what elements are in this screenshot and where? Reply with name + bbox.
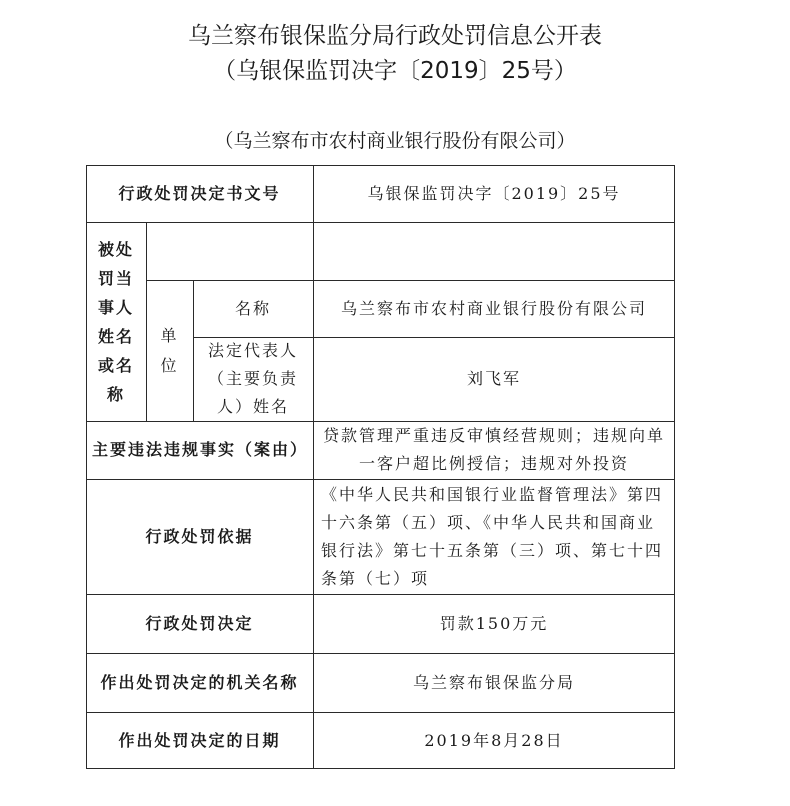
page-title: 乌兰察布银保监分局行政处罚信息公开表 <box>188 23 602 49</box>
party-label: 被处罚当事人姓名或名称 <box>97 239 134 404</box>
document-number: （乌银保监罚决字〔2019〕25号） <box>213 58 577 84</box>
date-value: 2019年8月28日 <box>424 730 564 750</box>
date-label: 作出处罚决定的日期 <box>118 730 281 750</box>
name-label: 名称 <box>234 298 271 318</box>
decision-doc-value: 乌银保监罚决字〔2019〕25号 <box>367 183 621 203</box>
decision-label: 行政处罚决定 <box>145 613 254 633</box>
entity-caption: （乌兰察布市农村商业银行股份有限公司） <box>214 130 576 152</box>
authority-value: 乌兰察布银保监分局 <box>412 672 575 692</box>
basis-label: 行政处罚依据 <box>145 526 254 546</box>
authority-label: 作出处罚决定的机关名称 <box>100 672 299 692</box>
decision-doc-label: 行政处罚决定书文号 <box>118 183 281 203</box>
violation-value: 贷款管理严重违反审慎经营规则；违规向单一客户超比例授信；违规对外投资 <box>323 426 666 473</box>
unit-label: 单位 <box>160 325 179 375</box>
violation-label: 主要违法违规事实（案由） <box>92 440 309 459</box>
representative-value: 刘飞军 <box>466 369 521 388</box>
decision-value: 罚款150万元 <box>439 613 549 633</box>
penalty-table <box>86 165 675 769</box>
name-value: 乌兰察布市农村商业银行股份有限公司 <box>340 298 647 318</box>
representative-label: 法定代表人（主要负责人）姓名 <box>207 341 298 416</box>
basis-value: 《中华人民共和国银行业监督管理法》第四十六条第（五）项、《中华人民共和国商业银行法》第七十五条第（三）项、第七十四条第（七）项 <box>321 484 664 588</box>
